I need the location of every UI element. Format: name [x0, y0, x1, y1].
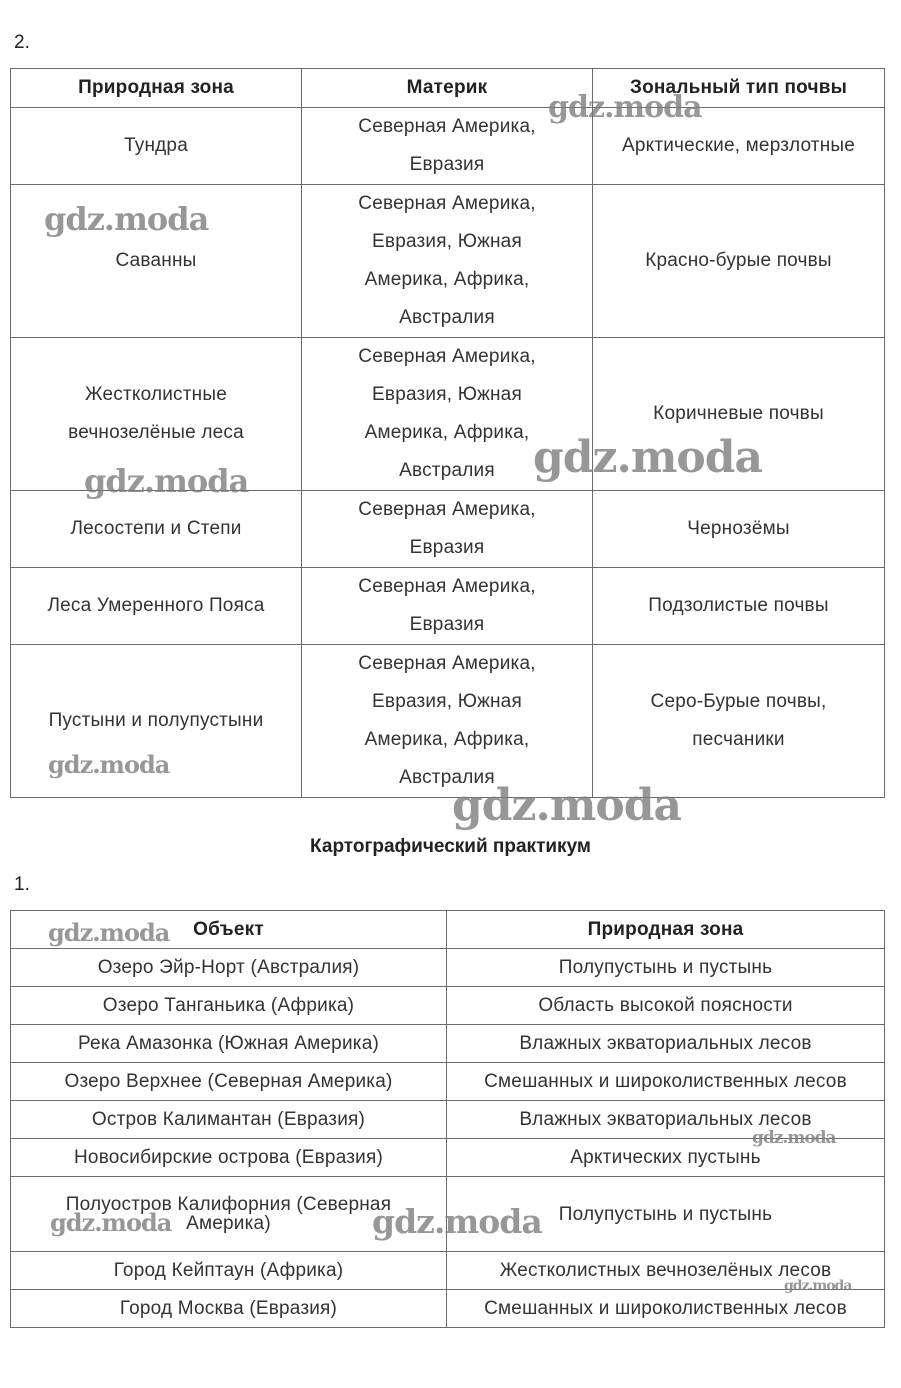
watermark: gdz.moda — [548, 90, 702, 125]
task-number-2: 2. — [14, 32, 30, 53]
object-cell: Озеро Танганьика (Африка) — [11, 987, 447, 1025]
watermark: gdz.moda — [452, 780, 682, 831]
zone-cell: Саванны — [11, 185, 302, 338]
table-row — [11, 491, 885, 568]
continent-cell: Северная Америка, Евразия — [302, 491, 593, 568]
header-zone: Природная зона — [11, 69, 302, 108]
object-cell: Город Кейптаун (Африка) — [11, 1252, 447, 1290]
table-row — [11, 568, 885, 645]
table-row — [11, 949, 885, 987]
soil-cell: Коричневые почвы — [593, 338, 885, 491]
zone-cell: Арктических пустынь — [447, 1139, 885, 1177]
table-row — [11, 645, 885, 798]
zone-cell: Тундра — [11, 108, 302, 185]
object-cell: Город Москва (Евразия) — [11, 1290, 447, 1328]
zone-cell: Область высокой поясности — [447, 987, 885, 1025]
watermark: gdz.moda — [372, 1202, 542, 1241]
table-row — [11, 108, 885, 185]
table-row — [11, 1025, 885, 1063]
header-soil: Зональный тип почвы — [593, 69, 885, 108]
header-natural-zone: Природная зона — [447, 911, 885, 949]
zone-cell: Жестколистных вечнозелёных лесов — [447, 1252, 885, 1290]
continent-cell: Северная Америка, Евразия, Южная Америка, Африка, Австралия — [302, 185, 593, 338]
soil-cell: Подзолистые почвы — [593, 568, 885, 645]
watermark: gdz.moda — [752, 1128, 836, 1148]
table-header-row — [11, 911, 885, 949]
continent-cell: Северная Америка, Евразия, Южная Америка, Африка, Австралия — [302, 338, 593, 491]
watermark: gdz.moda — [533, 432, 763, 483]
table-row — [11, 1063, 885, 1101]
zone-cell: Влажных экваториальных лесов — [447, 1101, 885, 1139]
watermark: gdz.moda — [44, 200, 209, 238]
section-title: Картографический практикум — [310, 836, 591, 857]
object-cell: Озеро Верхнее (Северная Америка) — [11, 1063, 447, 1101]
table-row — [11, 1177, 885, 1252]
table-row — [11, 1252, 885, 1290]
header-object: Объект — [11, 911, 447, 949]
zone-cell: Пустыни и полупустыни — [11, 645, 302, 798]
task-number-1: 1. — [14, 874, 30, 895]
continent-cell: Северная Америка, Евразия — [302, 108, 593, 185]
table-row — [11, 987, 885, 1025]
zone-cell: Жестколистные вечнозелёные леса — [11, 338, 302, 491]
zone-cell: Леса Умеренного Пояса — [11, 568, 302, 645]
object-cell: Полуостров Калифорния (Северная Америка) — [11, 1177, 447, 1252]
object-cell: Река Амазонка (Южная Америка) — [11, 1025, 447, 1063]
watermark: gdz.moda — [48, 750, 170, 779]
object-cell: Озеро Эйр-Норт (Австралия) — [11, 949, 447, 987]
watermark: gdz.moda — [84, 462, 249, 500]
zone-cell: Смешанных и широколиственных лесов — [447, 1290, 885, 1328]
watermark: gdz.moda — [50, 1208, 172, 1237]
table-header-row — [11, 69, 885, 108]
table-row — [11, 1139, 885, 1177]
zone-cell: Влажных экваториальных лесов — [447, 1025, 885, 1063]
table-row — [11, 1290, 885, 1328]
soil-cell: Красно-бурые почвы — [593, 185, 885, 338]
watermark: gdz.moda — [48, 918, 170, 947]
continent-cell: Северная Америка, Евразия — [302, 568, 593, 645]
object-cell: Новосибирские острова (Евразия) — [11, 1139, 447, 1177]
zones-table — [10, 68, 885, 798]
soil-cell: Чернозёмы — [593, 491, 885, 568]
objects-table — [10, 910, 885, 1328]
table-row — [11, 1101, 885, 1139]
watermark: gdz.moda — [784, 1278, 852, 1294]
zone-cell: Смешанных и широколиственных лесов — [447, 1063, 885, 1101]
zone-cell: Полупустынь и пустынь — [447, 1177, 885, 1252]
object-cell: Остров Калимантан (Евразия) — [11, 1101, 447, 1139]
table-row — [11, 338, 885, 491]
zone-cell: Лесостепи и Степи — [11, 491, 302, 568]
soil-cell: Арктические, мерзлотные — [593, 108, 885, 185]
header-continent: Материк — [302, 69, 593, 108]
soil-cell: Серо-Бурые почвы, песчаники — [593, 645, 885, 798]
continent-cell: Северная Америка, Евразия, Южная Америка, Африка, Австралия — [302, 645, 593, 798]
table-row — [11, 185, 885, 338]
zone-cell: Полупустынь и пустынь — [447, 949, 885, 987]
